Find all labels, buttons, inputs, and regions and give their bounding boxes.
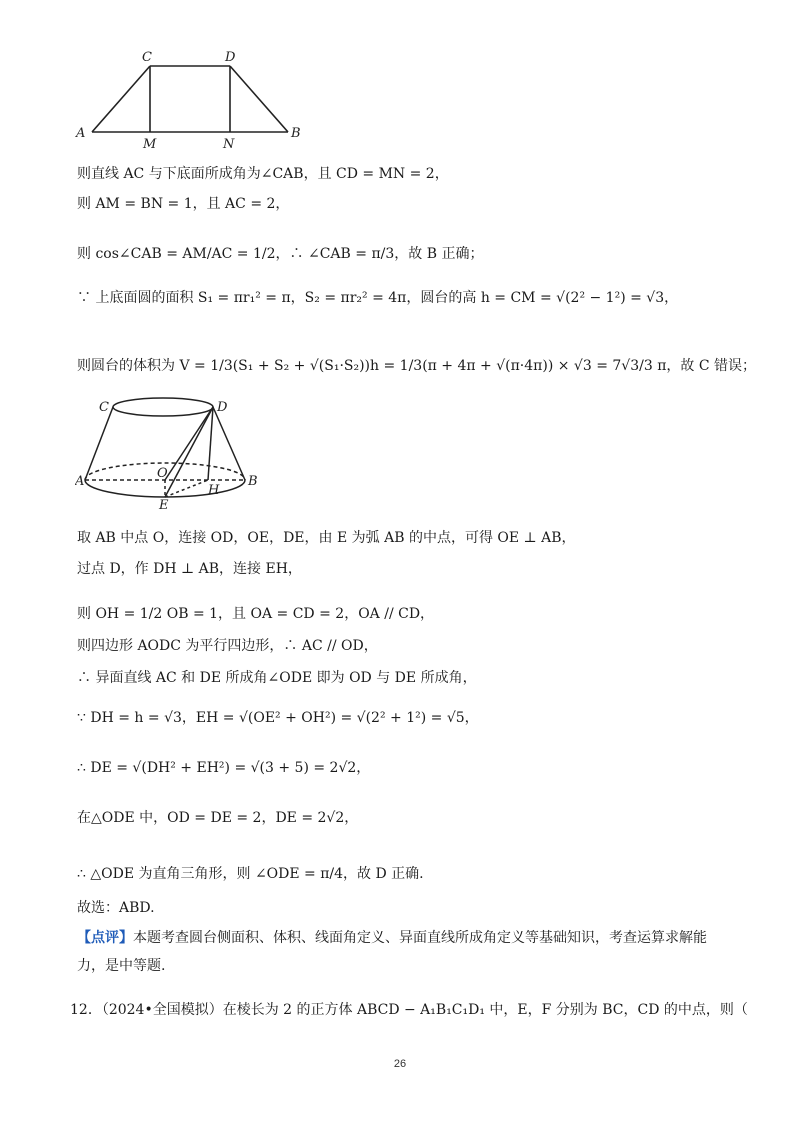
label-O: O: [157, 466, 168, 481]
text-line-15: 故选：ABD.: [77, 900, 155, 916]
text-line-2: 则 AM = BN = 1，且 AC = 2，: [77, 196, 290, 212]
label-C: C: [142, 50, 152, 65]
next-question: 12．（2024•全国模拟）在棱长为 2 的正方体 ABCD − A₁B₁C₁D₁ 中，E，F 分别为 BC，CD 的中点，则（: [70, 1002, 748, 1018]
side-AC: [85, 407, 113, 480]
label-B: B: [291, 126, 301, 141]
label-A2: A: [75, 474, 85, 489]
label-N: N: [223, 137, 235, 152]
segment-DH: [208, 407, 213, 480]
text-line-11: ∵ DH = h = √3，EH = √(OE² + OH²) = √(2² + 1²) = √5，: [77, 710, 479, 726]
segment-DE: [165, 407, 213, 497]
text-line-10: ∴ 异面直线 AC 和 DE 所成角∠ODE 即为 OD 与 DE 所成角，: [77, 670, 477, 686]
segment-DB: [230, 66, 288, 132]
label-M: M: [143, 137, 157, 152]
text-line-3: 则 cos∠CAB = AM/AC = 1/2，∴ ∠CAB = π/3，故 B 正确；: [77, 246, 484, 262]
trapezoid-figure: [70, 45, 310, 155]
label-H: H: [208, 483, 220, 498]
comment-tag: 【点评】: [77, 930, 133, 946]
text-line-8: 则 OH = 1/2 OB = 1，且 OA = CD = 2，OA // CD，: [77, 606, 435, 622]
text-line-5: 则圆台的体积为 V = 1/3(S₁ + S₂ + √(S₁·S₂))h = 1/3(π + 4π + √(π·4π)) × √3 = 7√3/3 π，故 C 错误；: [77, 358, 757, 374]
page-number: 26: [393, 1058, 407, 1070]
label-B2: B: [248, 474, 258, 489]
text-line-14: ∴ △ODE 为直角三角形，则 ∠ODE = π/4，故 D 正确.: [77, 866, 424, 882]
label-A: A: [76, 126, 86, 141]
label-C2: C: [99, 400, 109, 415]
label-D2: D: [217, 400, 228, 415]
text-line-12: ∴ DE = √(DH² + EH²) = √(3 + 5) = 2√2，: [77, 760, 371, 776]
text-line-6: 取 AB 中点 O，连接 OD，OE，DE，由 E 为弧 AB 的中点，可得 OE ⊥ AB，: [77, 530, 576, 546]
comment-line-2: 力，是中等题.: [77, 958, 166, 974]
segment-AC: [92, 66, 150, 132]
text-line-9: 则四边形 AODC 为平行四边形，∴ AC // OD，: [77, 638, 378, 654]
text-line-4: ∵ 上底面圆的面积 S₁ = πr₁² = π，S₂ = πr₂² = 4π，圆台的高 h = CM = √(2² − 1²) = √3，: [77, 290, 679, 306]
comment-line-1: [77, 928, 707, 948]
text-line-1: 则直线 AC 与下底面所成角为∠CAB，且 CD = MN = 2，: [77, 166, 449, 182]
frustum-figure: [75, 388, 275, 510]
text-line-7: 过点 D，作 DH ⊥ AB，连接 EH，: [77, 561, 302, 577]
label-E: E: [159, 498, 169, 510]
text-line-13: 在△ODE 中，OD = DE = 2，DE = 2√2，: [77, 810, 359, 826]
segment-OD: [165, 407, 213, 480]
label-D: D: [225, 50, 236, 65]
comment-text-1: 本题考查圆台侧面积、体积、线面角定义、异面直线所成角定义等基础知识，考查运算求解能: [133, 930, 707, 946]
top-ellipse: [113, 398, 213, 416]
